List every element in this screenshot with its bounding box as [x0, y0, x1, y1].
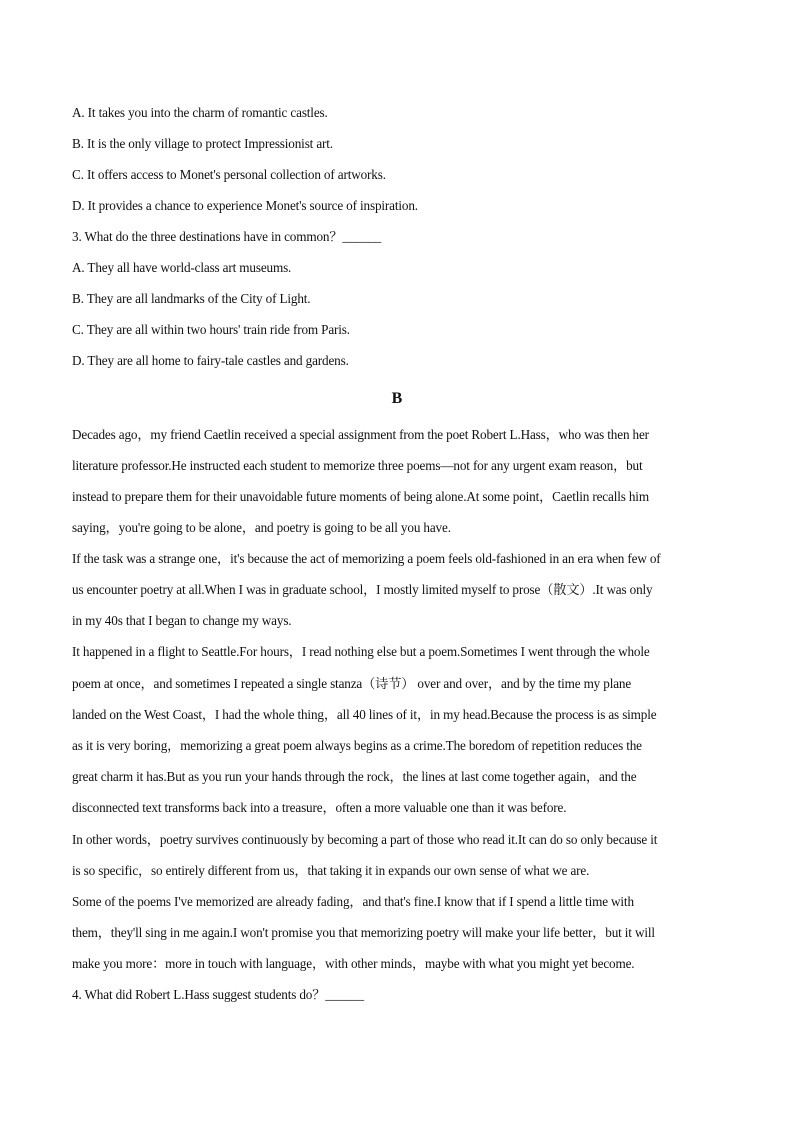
q4-stem: 4. What did Robert L.Hass suggest students do？______	[72, 987, 364, 1002]
passage-line: Some of the poems I've memorized are already fading，and that's fine.I know that if I spend a little time with	[72, 894, 634, 909]
passage-line: instead to prepare them for their unavoidable future moments of being alone.At some point，Caetlin recalls him	[72, 489, 649, 504]
passage-line: If the task was a strange one，it's because the act of memorizing a poem feels old-fashioned in an era when few of	[72, 551, 661, 566]
passage-line: is so specific，so entirely different from us，that taking it in expands our own sense of what we are.	[72, 863, 590, 878]
passage-line: It happened in a flight to Seattle.For hours，I read nothing else but a poem.Sometimes I went through the whole	[72, 644, 650, 659]
section-heading: B	[391, 390, 403, 407]
passage-line: us encounter poetry at all.When I was in graduate school，I mostly limited myself to prose（散文）.It was only	[72, 582, 653, 597]
passage-line: make you more：more in touch with language，with other minds，maybe with what you might yet become.	[72, 956, 635, 971]
passage-line: great charm it has.But as you run your hands through the rock，the lines at last come together again，and the	[72, 769, 637, 784]
q3-option-a: A. They all have world-class art museums.	[72, 260, 292, 275]
passage-line: In other words，poetry survives continuously by becoming a part of those who read it.It can do so only because it	[72, 832, 658, 847]
passage-line: Decades ago，my friend Caetlin received a special assignment from the poet Robert L.Hass，who was then her	[72, 427, 649, 442]
q3-stem: 3. What do the three destinations have in common？______	[72, 229, 382, 244]
q2-option-d: D. It provides a chance to experience Monet's source of inspiration.	[72, 198, 418, 213]
passage-line: in my 40s that I began to change my ways.	[72, 613, 292, 628]
passage-line: saying，you're going to be alone，and poetry is going to be all you have.	[72, 520, 451, 535]
q2-option-a: A. It takes you into the charm of romantic castles.	[72, 105, 328, 120]
q2-option-c: C. It offers access to Monet's personal collection of artworks.	[72, 167, 386, 182]
q3-option-d: D. They are all home to fairy-tale castles and gardens.	[72, 353, 349, 368]
passage-line: as it is very boring，memorizing a great poem always begins as a crime.The boredom of repetition reduces the	[72, 738, 642, 753]
passage-line: literature professor.He instructed each student to memorize three poems—not for any urgent exam reason，but	[72, 458, 643, 473]
q2-option-b: B. It is the only village to protect Impressionist art.	[72, 136, 333, 151]
passage-line: poem at once，and sometimes I repeated a single stanza（诗节） over and over，and by the time my plane	[72, 676, 632, 691]
q3-option-c: C. They are all within two hours' train ride from Paris.	[72, 322, 350, 337]
q3-option-b: B. They are all landmarks of the City of Light.	[72, 291, 311, 306]
passage-line: them，they'll sing in me again.I won't promise you that memorizing poetry will make your life better，but it will	[72, 925, 655, 940]
passage-line: disconnected text transforms back into a treasure，often a more valuable one than it was before.	[72, 800, 567, 815]
passage-line: landed on the West Coast，I had the whole thing，all 40 lines of it，in my head.Because the process is as simple	[72, 707, 657, 722]
